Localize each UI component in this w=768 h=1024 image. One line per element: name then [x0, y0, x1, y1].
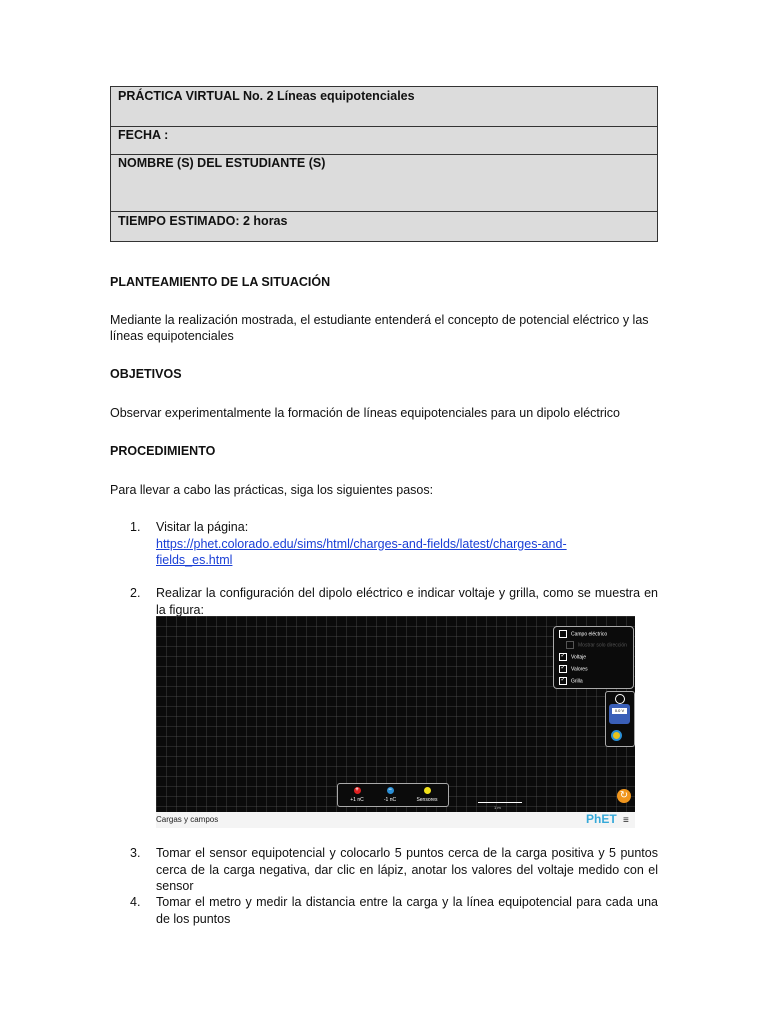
negative-charge-label: -1 nC: [383, 797, 397, 803]
procedimiento-heading: PROCEDIMIENTO: [110, 444, 216, 458]
phet-link-line-1[interactable]: https://phet.colorado.edu/sims/html/charges-and-fields/latest/charges-and-: [156, 536, 567, 551]
scale-ruler-label: 1 m: [494, 805, 501, 810]
sensor-label: Sensores: [416, 797, 438, 803]
option-voltaje[interactable]: ✓ Voltaje: [560, 653, 587, 661]
checkbox-checked-icon: ✓: [560, 653, 566, 659]
positive-charge-label: +1 nC: [350, 797, 364, 803]
sensor-crosshair-icon[interactable]: [615, 694, 625, 704]
step-3-number: 3.: [130, 846, 141, 860]
header-table: [110, 86, 658, 242]
voltmeter[interactable]: [609, 704, 630, 724]
option-campo-electrico[interactable]: Campo eléctrico: [559, 630, 607, 639]
charges-panel: [337, 783, 449, 807]
hamburger-menu-icon[interactable]: ≡: [623, 815, 629, 826]
objetivos-heading: OBJETIVOS: [110, 367, 182, 381]
step-2-text: Realizar la configuración del dipolo eléctrico e indicar voltaje y grilla, como se muestra en la figura:: [156, 586, 658, 617]
voltmeter-reading: 0.0 V: [612, 708, 627, 714]
practice-title-cell: PRÁCTICA VIRTUAL No. 2 Líneas equipotenciales: [111, 87, 658, 127]
step-4-number: 4.: [130, 895, 141, 909]
option-solo-direccion[interactable]: Mostrar solo dirección: [566, 641, 627, 650]
checkbox-checked-icon: ✓: [560, 665, 566, 671]
reset-icon[interactable]: ↻: [617, 789, 631, 803]
checkbox-checked-icon: ✓: [560, 677, 566, 683]
simulation-screenshot: [156, 616, 635, 828]
negative-charge-icon: −: [388, 787, 392, 793]
sim-navbar: [156, 812, 635, 828]
step-4-text: Tomar el metro y medir la distancia entre la carga y la línea equipotencial para cada una de los puntos: [156, 895, 658, 926]
step-1-text: Visitar la página:: [156, 520, 249, 534]
phet-logo[interactable]: PhET: [586, 812, 617, 826]
options-panel: [553, 626, 634, 689]
sensor-item[interactable]: [412, 787, 442, 803]
negative-charge[interactable]: [375, 787, 405, 803]
positive-charge-icon: +: [355, 787, 359, 793]
checkbox-icon: [559, 630, 567, 638]
procedimiento-intro: Para llevar a cabo las prácticas, siga los siguientes pasos:: [110, 483, 434, 497]
step-1-number: 1.: [130, 520, 141, 534]
option-grilla[interactable]: ✓ Grilla: [560, 677, 583, 685]
tools-box: [605, 691, 635, 747]
objetivos-text: Observar experimentalmente la formación de líneas equipotenciales para un dipolo eléctrico: [110, 406, 621, 420]
date-cell: FECHA :: [111, 127, 658, 155]
phet-link-line-2[interactable]: fields_es.html: [156, 553, 233, 567]
step-3-text: Tomar el sensor equipotencial y colocarlo 5 puntos cerca de la carga positiva y 5 puntos cerca de la carga negativa, dar clic en lápiz, anotar los valores del voltaje medido con el sensor: [156, 846, 658, 893]
checkbox-icon: [566, 641, 574, 649]
situacion-heading: PLANTEAMIENTO DE LA SITUACIÓN: [110, 275, 331, 289]
student-names-cell: NOMBRE (S) DEL ESTUDIANTE (S): [111, 155, 658, 212]
sensor-icon: [424, 787, 431, 794]
scale-ruler: [478, 802, 522, 803]
tape-measure-icon[interactable]: [611, 730, 622, 741]
estimated-time-cell: TIEMPO ESTIMADO: 2 horas: [111, 212, 658, 242]
sim-title: Cargas y campos: [156, 815, 219, 824]
step-2-number: 2.: [130, 586, 141, 600]
option-valores[interactable]: ✓ Valores: [560, 665, 588, 673]
situacion-text: Mediante la realización mostrada, el estudiante entenderá el concepto de potencial eléctrico y las líneas equipotenciales: [110, 313, 649, 343]
positive-charge[interactable]: [342, 787, 372, 803]
